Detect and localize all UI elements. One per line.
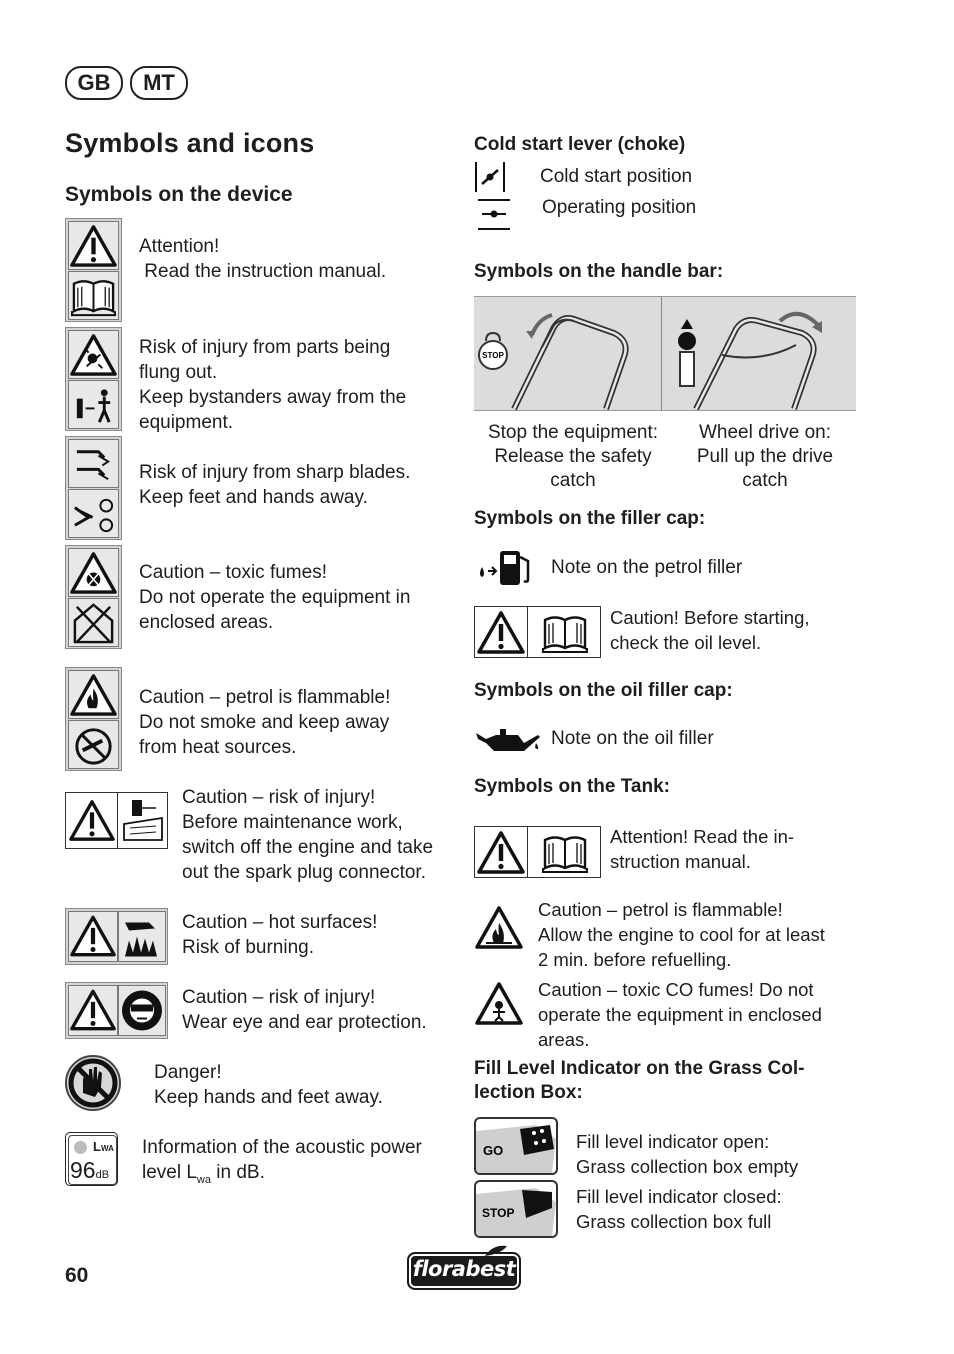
fill-level-closed-text: Fill level indicator closed: Grass collection box full <box>576 1186 782 1232</box>
handle-heading: Symbols on the handle bar: <box>474 261 724 282</box>
brand-logo: florabest <box>407 1252 521 1290</box>
acoustic-power-badge: LWA 96dB <box>65 1132 118 1186</box>
handle-caption-drive: Wheel drive on: Pull up the drive catch <box>696 422 834 491</box>
choke-operating-text: Operating position <box>542 197 697 218</box>
tank-attention-icon <box>474 826 601 878</box>
device-item-2-text: Risk of injury from parts being flung out. Keep bystanders away from the equipment. <box>139 337 407 433</box>
oil-filler-text: Note on the oil filler <box>551 728 714 749</box>
fill-level-heading: Fill Level Indicator on the Grass Col- lection Box: <box>474 1058 805 1103</box>
device-item-8-text: Caution – risk of injury! Wear eye and ear protection. <box>182 987 427 1033</box>
fuel-pump-icon <box>474 547 536 589</box>
tank-flammable-text: Caution – petrol is flammable! Allow the engine to cool for at least 2 min. before refuelling. <box>538 899 825 970</box>
page-number: 60 <box>65 1264 89 1287</box>
tank-co-text: Caution – toxic CO fumes! Do not operate the equipment in enclosed areas. <box>538 979 822 1050</box>
device-item-7-text: Caution – hot surfaces! Risk of burning. <box>182 912 378 958</box>
svg-text:STOP: STOP <box>482 1206 515 1220</box>
language-badge-mt: MT <box>130 66 188 100</box>
section-heading-device: Symbols on the device <box>65 183 293 206</box>
tank-heading: Symbols on the Tank: <box>474 776 671 797</box>
filler-cap-heading: Symbols on the filler cap: <box>474 508 706 529</box>
device-item-9-text: Danger! Keep hands and feet away. <box>154 1062 383 1108</box>
page-title: Symbols and icons <box>65 128 315 158</box>
spark-plug-warning-icon <box>65 792 168 849</box>
tank-flammable-icon <box>474 903 524 951</box>
toxic-fumes-icon <box>65 545 122 649</box>
handle-bar-image <box>474 296 856 411</box>
choke-cold-text: Cold start position <box>540 166 693 187</box>
hand-prohibited-icon <box>63 1053 123 1113</box>
device-item-3-text: Risk of injury from sharp blades. Keep feet and hands away. <box>139 462 411 508</box>
handle-caption-stop: Stop the equipment: Release the safety catch <box>487 422 659 491</box>
choke-cold-icon <box>474 160 508 194</box>
choke-operating-icon <box>476 198 512 232</box>
device-item-4-text: Caution – toxic fumes! Do not operate the equipment in enclosed areas. <box>139 562 411 633</box>
flammable-icon <box>65 667 122 771</box>
attention-book-icon <box>65 218 122 322</box>
device-item-5-text: Caution – petrol is flammable! Do not smoke and keep away from heat sources. <box>139 687 391 758</box>
device-item-6-text: Caution – risk of injury! Before maintenance work, switch off the engine and take out the spark plug connector. <box>182 787 434 883</box>
sharp-blades-icon <box>65 436 122 540</box>
fill-level-open-text: Fill level indicator open: Grass collection box empty <box>576 1131 799 1177</box>
fill-level-closed-icon <box>474 1180 558 1238</box>
choke-heading: Cold start lever (choke) <box>474 134 686 155</box>
device-item-10-text: Information of the acoustic power level $L_{wa}$ in dB. <box>142 1137 422 1186</box>
oil-check-text: Caution! Before starting, check the oil level. <box>610 607 810 653</box>
tank-co-fumes-icon <box>474 979 524 1027</box>
svg-text:STOP: STOP <box>482 351 504 360</box>
device-item-1-text: Attention! Read the instruction manual. <box>139 236 387 282</box>
fill-level-open-icon <box>474 1117 558 1175</box>
flying-parts-icon <box>65 327 122 431</box>
svg-text:GO: GO <box>483 1143 504 1158</box>
hot-surface-icon <box>65 908 168 965</box>
oil-check-warning-icon <box>474 606 601 658</box>
tank-attention-text: Attention! Read the in- struction manual. <box>610 826 795 872</box>
petrol-filler-text: Note on the petrol filler <box>551 557 743 578</box>
eye-ear-protection-icon <box>65 982 168 1039</box>
language-badge-gb: GB <box>65 66 123 100</box>
oil-cap-heading: Symbols on the oil filler cap: <box>474 680 733 701</box>
oil-can-icon <box>474 727 542 757</box>
